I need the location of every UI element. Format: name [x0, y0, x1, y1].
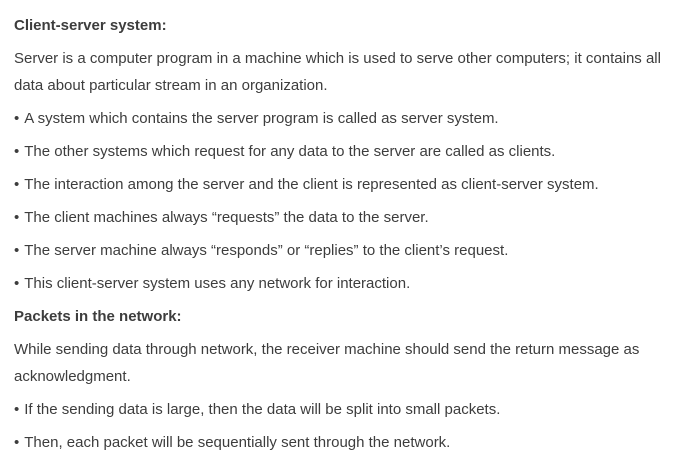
paragraph-server-definition: Server is a computer program in a machine which is used to serve other computers; it contains all data about particular stream in an organization.	[14, 50, 661, 94]
paragraph-acknowledgment: While sending data through network, the receiver machine should send the return message as acknowledgment.	[14, 341, 640, 385]
bullet-text: This client-server system uses any network for interaction.	[24, 275, 411, 292]
bullet-text: The interaction among the server and the client is represented as client-server system.	[24, 176, 599, 193]
bullet-icon: •	[14, 143, 20, 160]
bullet-item-network-interaction	[14, 270, 675, 297]
bullet-text: A system which contains the server program is called as server system.	[24, 110, 499, 127]
bullet-icon: •	[14, 275, 20, 292]
bullet-text: Then, each packet will be sequentially sent through the network.	[24, 434, 451, 451]
bullet-item-clients	[14, 138, 675, 165]
bullet-item-client-requests	[14, 204, 675, 231]
bullet-text: The server machine always “responds” or “replies” to the client’s request.	[24, 242, 509, 259]
bullet-text: The other systems which request for any data to the server are called as clients.	[24, 143, 556, 160]
bullet-text: If the sending data is large, then the data will be split into small packets.	[24, 401, 501, 418]
section-heading-client-server-system: Client-server system:	[14, 17, 167, 34]
bullet-icon: •	[14, 209, 20, 226]
bullet-item-sequential-send	[14, 429, 675, 456]
bullet-icon: •	[14, 401, 20, 418]
bullet-icon: •	[14, 176, 20, 193]
bullet-item-server-responds	[14, 237, 675, 264]
bullet-item-split-packets	[14, 396, 675, 423]
bullet-item-interaction	[14, 171, 675, 198]
bullet-icon: •	[14, 434, 20, 451]
bullet-icon: •	[14, 242, 20, 259]
bullet-text: The client machines always “requests” the data to the server.	[24, 209, 429, 226]
bullet-icon: •	[14, 110, 20, 127]
section-heading-packets-in-network: Packets in the network:	[14, 308, 182, 325]
bullet-item-server-system	[14, 105, 675, 132]
